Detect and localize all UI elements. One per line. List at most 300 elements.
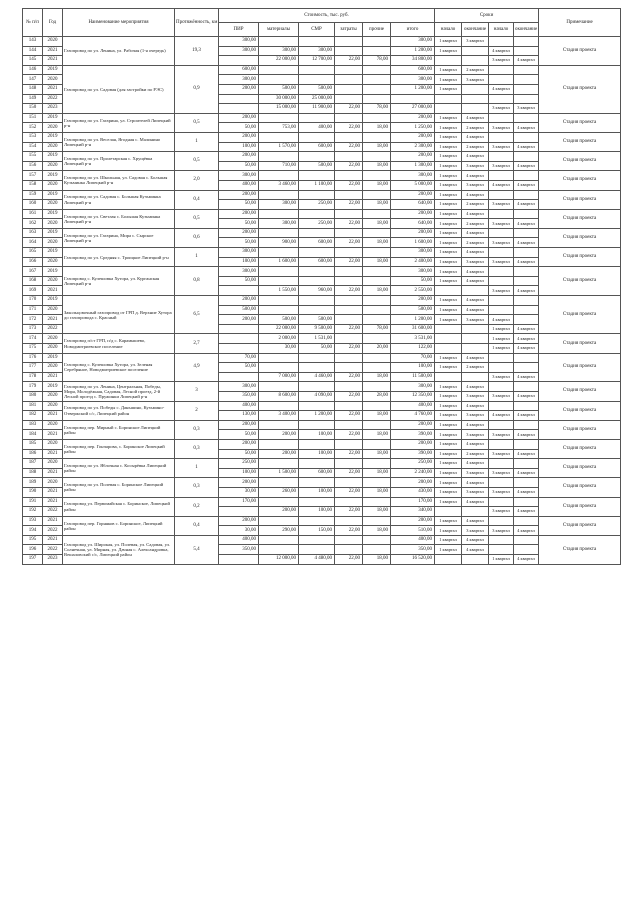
- other-cell: 18,00: [363, 123, 391, 133]
- smr-start-cell: [489, 132, 514, 142]
- row-year: 2021: [43, 430, 63, 440]
- note-cell: Стадия проекта: [539, 478, 621, 497]
- row-number: 191: [23, 497, 43, 507]
- smr-cost-cell: 300,00: [299, 46, 335, 56]
- table-row: [23, 228, 621, 238]
- pir-start-cell: 1 квартал: [435, 353, 462, 363]
- materials-cost-cell: 8 600,00: [259, 391, 299, 401]
- row-number: 158: [23, 180, 43, 190]
- row-year: 2020: [43, 276, 63, 286]
- pir-end-cell: 2 квартал: [462, 65, 489, 75]
- smr-start-cell: [489, 382, 514, 392]
- other-costs-cell: [335, 459, 363, 469]
- row-number: 160: [23, 200, 43, 210]
- smr-start-cell: 3 квартал: [489, 123, 514, 133]
- materials-cost-cell: [259, 190, 299, 200]
- smr-end-cell: [514, 267, 539, 277]
- smr-end-cell: [514, 75, 539, 85]
- smr-start-cell: 3 квартал: [489, 391, 514, 401]
- pir-end-cell: 2 квартал: [462, 200, 489, 210]
- other-cell: [363, 113, 391, 123]
- smr-end-cell: 4 квартал: [514, 324, 539, 334]
- pir-cost-cell: 200,00: [219, 113, 259, 123]
- note-cell: Стадия проекта: [539, 209, 621, 228]
- pir-end-cell: 2 квартал: [462, 123, 489, 133]
- pir-start-cell: 1 квартал: [435, 420, 462, 430]
- smr-start-cell: 4 квартал: [489, 315, 514, 325]
- row-year: 2020: [43, 478, 63, 488]
- pir-start-cell: [435, 372, 462, 382]
- smr-start-cell: 3 квартал: [489, 200, 514, 210]
- header-pir-end: окончание: [462, 23, 489, 37]
- smr-cost-cell: [299, 459, 335, 469]
- pir-end-cell: 4 квартал: [462, 276, 489, 286]
- pir-cost-cell: 170,00: [219, 497, 259, 507]
- total-cost-cell: 1 300,00: [391, 161, 435, 171]
- smr-end-cell: [514, 228, 539, 238]
- smr-cost-cell: 1 531,00: [299, 334, 335, 344]
- row-number: 176: [23, 353, 43, 363]
- pir-cost-cell: 200,00: [219, 296, 259, 306]
- materials-cost-cell: [259, 276, 299, 286]
- measure-name-cell: Газопровод с. Кулешовка Хутора, ул. Зеленая Серебряное, Новодмитриевское поселение: [63, 353, 175, 382]
- smr-start-cell: 3 квартал: [489, 257, 514, 267]
- smr-cost-cell: [299, 248, 335, 258]
- smr-cost-cell: [299, 228, 335, 238]
- pir-start-cell: 1 квартал: [435, 411, 462, 421]
- pir-start-cell: 1 квартал: [435, 238, 462, 248]
- pir-cost-cell: 350,00: [219, 391, 259, 401]
- pir-start-cell: 1 квартал: [435, 276, 462, 286]
- pir-cost-cell: [219, 56, 259, 66]
- smr-start-cell: [489, 75, 514, 85]
- pir-start-cell: 1 квартал: [435, 257, 462, 267]
- row-number: 180: [23, 391, 43, 401]
- pir-end-cell: [462, 56, 489, 66]
- materials-cost-cell: [259, 401, 299, 411]
- other-costs-cell: 22,00: [335, 344, 363, 354]
- row-year: 2021: [43, 449, 63, 459]
- row-year: 2019: [43, 267, 63, 277]
- smr-end-cell: 4 квартал: [514, 286, 539, 296]
- row-year: 2022: [43, 507, 63, 517]
- row-year: 2020: [43, 161, 63, 171]
- smr-end-cell: [514, 353, 539, 363]
- smr-start-cell: 3 квартал: [489, 286, 514, 296]
- length-cell: 5,4: [175, 535, 219, 564]
- row-year: 2020: [43, 37, 63, 47]
- smr-cost-cell: 1 200,00: [299, 411, 335, 421]
- materials-cost-cell: 22 000,00: [259, 324, 299, 334]
- other-costs-cell: 22,00: [335, 219, 363, 229]
- other-costs-cell: 22,00: [335, 142, 363, 152]
- smr-end-cell: [514, 84, 539, 94]
- note-cell: Стадия проекта: [539, 334, 621, 353]
- row-year: 2019: [43, 209, 63, 219]
- smr-end-cell: [514, 363, 539, 373]
- measure-name-cell: Закольцовочный газопровод от ГРП д. Верхние Хутора до газопровода с. Красный: [63, 296, 175, 334]
- row-year: 2021: [43, 516, 63, 526]
- measure-name-cell: Газопровод по ул. Школьная, ул. Садовая с. Большая Кузьминка Липецкий р-н: [63, 171, 175, 190]
- smr-end-cell: [514, 94, 539, 104]
- smr-end-cell: [514, 315, 539, 325]
- table-row: [23, 478, 621, 488]
- smr-end-cell: [514, 420, 539, 430]
- smr-cost-cell: [299, 363, 335, 373]
- pir-end-cell: 4 квартал: [462, 439, 489, 449]
- smr-end-cell: 4 квартал: [514, 555, 539, 565]
- pir-end-cell: 2 квартал: [462, 142, 489, 152]
- smr-start-cell: 4 квартал: [489, 84, 514, 94]
- other-cell: [363, 228, 391, 238]
- total-cost-cell: 200,00: [391, 516, 435, 526]
- pir-end-cell: 3 квартал: [462, 315, 489, 325]
- smr-cost-cell: [299, 152, 335, 162]
- smr-start-cell: 3 квартал: [489, 238, 514, 248]
- total-cost-cell: 200,00: [391, 228, 435, 238]
- pir-end-cell: 4 квартал: [462, 228, 489, 238]
- materials-cost-cell: [259, 478, 299, 488]
- pir-cost-cell: 200,00: [219, 228, 259, 238]
- pir-end-cell: 4 квартал: [462, 113, 489, 123]
- pir-start-cell: 1 квартал: [435, 545, 462, 555]
- other-costs-cell: [335, 190, 363, 200]
- smr-end-cell: 4 квартал: [514, 526, 539, 536]
- row-number: 162: [23, 219, 43, 229]
- row-number: 161: [23, 209, 43, 219]
- other-costs-cell: 22,00: [335, 526, 363, 536]
- note-cell: Стадия проекта: [539, 296, 621, 334]
- smr-cost-cell: [299, 382, 335, 392]
- pir-start-cell: 1 квартал: [435, 296, 462, 306]
- pir-cost-cell: 50,00: [219, 219, 259, 229]
- row-number: 157: [23, 171, 43, 181]
- pir-end-cell: 3 квартал: [462, 468, 489, 478]
- row-year: 2020: [43, 257, 63, 267]
- other-costs-cell: 22,00: [335, 324, 363, 334]
- pir-cost-cell: 400,00: [219, 180, 259, 190]
- pir-end-cell: 4 квартал: [462, 152, 489, 162]
- note-cell: Стадия проекта: [539, 353, 621, 382]
- row-year: 2019: [43, 152, 63, 162]
- materials-cost-cell: [259, 65, 299, 75]
- pir-cost-cell: 300,00: [219, 248, 259, 258]
- smr-end-cell: 4 квартал: [514, 487, 539, 497]
- smr-cost-cell: 250,00: [299, 200, 335, 210]
- row-year: 2022: [43, 94, 63, 104]
- pir-start-cell: 1 квартал: [435, 478, 462, 488]
- note-cell: Стадия проекта: [539, 228, 621, 247]
- pir-start-cell: [435, 324, 462, 334]
- materials-cost-cell: 3 400,00: [259, 411, 299, 421]
- total-cost-cell: 300,00: [391, 267, 435, 277]
- other-cell: [363, 305, 391, 315]
- row-year: 2020: [43, 238, 63, 248]
- other-costs-cell: 22,00: [335, 200, 363, 210]
- pir-start-cell: 1 квартал: [435, 161, 462, 171]
- row-number: 154: [23, 142, 43, 152]
- header-index: № п/п: [23, 9, 43, 37]
- pir-cost-cell: 300,00: [219, 75, 259, 85]
- materials-cost-cell: 3 460,00: [259, 180, 299, 190]
- row-number: 190: [23, 487, 43, 497]
- smr-end-cell: 4 квартал: [514, 219, 539, 229]
- row-number: 147: [23, 75, 43, 85]
- smr-cost-cell: 1 100,00: [299, 180, 335, 190]
- smr-end-cell: 4 квартал: [514, 238, 539, 248]
- pir-cost-cell: 50,00: [219, 200, 259, 210]
- pir-end-cell: 4 квартал: [462, 535, 489, 545]
- other-cell: [363, 37, 391, 47]
- pir-end-cell: 3 квартал: [462, 430, 489, 440]
- pir-end-cell: 3 квартал: [462, 257, 489, 267]
- pir-end-cell: [462, 46, 489, 56]
- other-costs-cell: 22,00: [335, 411, 363, 421]
- row-number: 189: [23, 478, 43, 488]
- pir-end-cell: 3 квартал: [462, 526, 489, 536]
- row-year: 2021: [43, 315, 63, 325]
- other-cell: [363, 276, 391, 286]
- other-costs-cell: [335, 84, 363, 94]
- note-cell: Стадия проекта: [539, 439, 621, 458]
- smr-start-cell: [489, 94, 514, 104]
- materials-cost-cell: [259, 516, 299, 526]
- materials-cost-cell: 500,00: [259, 315, 299, 325]
- total-cost-cell: 1 250,00: [391, 123, 435, 133]
- pir-cost-cell: 100,00: [219, 257, 259, 267]
- header-length: Протяжённость, км: [175, 9, 219, 37]
- other-cell: 28,00: [363, 391, 391, 401]
- other-costs-cell: 22,00: [335, 180, 363, 190]
- table-row: [23, 382, 621, 392]
- other-costs-cell: 22,00: [335, 468, 363, 478]
- smr-start-cell: [489, 535, 514, 545]
- pir-cost-cell: 600,00: [219, 65, 259, 75]
- materials-cost-cell: 1 600,00: [259, 257, 299, 267]
- table-row: [23, 248, 621, 258]
- smr-end-cell: [514, 190, 539, 200]
- smr-start-cell: 3 квартал: [489, 161, 514, 171]
- other-cell: 20,00: [363, 344, 391, 354]
- row-number: 172: [23, 315, 43, 325]
- pir-start-cell: [435, 286, 462, 296]
- total-cost-cell: 430,00: [391, 487, 435, 497]
- materials-cost-cell: [259, 363, 299, 373]
- table-row: [23, 497, 621, 507]
- header-pir-start: начало: [435, 23, 462, 37]
- other-costs-cell: 22,00: [335, 123, 363, 133]
- pir-cost-cell: 200,00: [219, 478, 259, 488]
- other-cell: 18,00: [363, 372, 391, 382]
- other-cell: [363, 152, 391, 162]
- smr-start-cell: 3 квартал: [489, 430, 514, 440]
- row-year: 2022: [43, 545, 63, 555]
- measure-name-cell: Газопровод пер. Горняков с. Боринское, Липецкий район: [63, 516, 175, 535]
- other-costs-cell: 22,00: [335, 449, 363, 459]
- pir-start-cell: 1 квартал: [435, 200, 462, 210]
- materials-cost-cell: 1 550,00: [259, 286, 299, 296]
- other-costs-cell: [335, 65, 363, 75]
- table-row: [23, 267, 621, 277]
- smr-start-cell: [489, 545, 514, 555]
- row-year: 2020: [43, 305, 63, 315]
- smr-cost-cell: 150,00: [299, 526, 335, 536]
- total-cost-cell: 122,00: [391, 344, 435, 354]
- smr-start-cell: 3 квартал: [489, 526, 514, 536]
- total-cost-cell: 50,00: [391, 276, 435, 286]
- row-year: 2019: [43, 171, 63, 181]
- note-cell: Стадия проекта: [539, 152, 621, 171]
- header-timing-group: Сроки: [435, 9, 539, 23]
- pir-start-cell: 1 квартал: [435, 305, 462, 315]
- header-other-costs: затраты: [335, 23, 363, 37]
- materials-cost-cell: [259, 37, 299, 47]
- measure-name-cell: Газопровод пер. Мирный с. Боринское Липецкий район: [63, 420, 175, 439]
- note-cell: Стадия проекта: [539, 132, 621, 151]
- total-cost-cell: 3 531,00: [391, 334, 435, 344]
- note-cell: Стадия проекта: [539, 190, 621, 209]
- smr-start-cell: [489, 363, 514, 373]
- total-cost-cell: 200,00: [391, 113, 435, 123]
- total-cost-cell: 400,00: [391, 401, 435, 411]
- smr-end-cell: [514, 516, 539, 526]
- pir-end-cell: 4 квартал: [462, 459, 489, 469]
- other-cell: [363, 516, 391, 526]
- materials-cost-cell: 710,00: [259, 161, 299, 171]
- row-number: 194: [23, 526, 43, 536]
- pir-cost-cell: 200,00: [219, 315, 259, 325]
- pir-cost-cell: 500,00: [219, 305, 259, 315]
- other-costs-cell: [335, 439, 363, 449]
- other-cell: [363, 171, 391, 181]
- row-number: 174: [23, 334, 43, 344]
- row-year: 2020: [43, 200, 63, 210]
- pir-cost-cell: 200,00: [219, 190, 259, 200]
- materials-cost-cell: 1 570,00: [259, 142, 299, 152]
- length-cell: 0,2: [175, 497, 219, 516]
- total-cost-cell: 640,00: [391, 200, 435, 210]
- measure-name-cell: Газопровод по ул. Гагарина, Мира с. Сырское Липецкий р-н: [63, 228, 175, 247]
- total-cost-cell: 170,00: [391, 497, 435, 507]
- total-cost-cell: 250,00: [391, 459, 435, 469]
- other-cell: 78,00: [363, 324, 391, 334]
- pir-cost-cell: 400,00: [219, 401, 259, 411]
- row-number: 150: [23, 104, 43, 114]
- pir-end-cell: [462, 555, 489, 565]
- row-year: 2020: [43, 459, 63, 469]
- smr-cost-cell: [299, 516, 335, 526]
- row-number: 181: [23, 401, 43, 411]
- header-other: прочие: [363, 23, 391, 37]
- smr-start-cell: 1 квартал: [489, 324, 514, 334]
- total-cost-cell: 640,00: [391, 219, 435, 229]
- row-year: 2021: [43, 535, 63, 545]
- smr-start-cell: 3 квартал: [489, 142, 514, 152]
- materials-cost-cell: 900,00: [259, 238, 299, 248]
- materials-cost-cell: [259, 296, 299, 306]
- row-year: 2019: [43, 132, 63, 142]
- total-cost-cell: 34 800,00: [391, 56, 435, 66]
- materials-cost-cell: [259, 152, 299, 162]
- smr-start-cell: [489, 497, 514, 507]
- other-costs-cell: [335, 516, 363, 526]
- length-cell: 19,3: [175, 37, 219, 66]
- other-cell: 78,00: [363, 104, 391, 114]
- other-cell: [363, 401, 391, 411]
- row-year: 2020: [43, 391, 63, 401]
- smr-start-cell: 3 квартал: [489, 487, 514, 497]
- pir-end-cell: 4 квартал: [462, 190, 489, 200]
- row-number: 145: [23, 56, 43, 66]
- length-cell: 0,4: [175, 190, 219, 209]
- document-page: [22, 8, 620, 896]
- pir-end-cell: [462, 344, 489, 354]
- smr-cost-cell: [299, 276, 335, 286]
- smr-start-cell: [489, 267, 514, 277]
- other-cell: 18,00: [363, 142, 391, 152]
- total-cost-cell: 1 200,00: [391, 315, 435, 325]
- smr-cost-cell: 4 090,00: [299, 391, 335, 401]
- other-costs-cell: [335, 75, 363, 85]
- total-cost-cell: 31 600,00: [391, 324, 435, 334]
- pir-cost-cell: 250,00: [219, 459, 259, 469]
- pir-start-cell: [435, 555, 462, 565]
- row-year: 2021: [43, 468, 63, 478]
- smr-start-cell: 3 квартал: [489, 104, 514, 114]
- table-row: [23, 439, 621, 449]
- smr-start-cell: 1 квартал: [489, 555, 514, 565]
- total-cost-cell: 340,00: [391, 507, 435, 517]
- pir-start-cell: 1 квартал: [435, 430, 462, 440]
- other-cell: [363, 535, 391, 545]
- smr-end-cell: [514, 401, 539, 411]
- smr-end-cell: 4 квартал: [514, 391, 539, 401]
- note-cell: Стадия проекта: [539, 497, 621, 516]
- row-year: 2020: [43, 401, 63, 411]
- smr-start-cell: [489, 459, 514, 469]
- materials-cost-cell: 300,00: [259, 219, 299, 229]
- pir-start-cell: 1 квартал: [435, 37, 462, 47]
- total-cost-cell: 300,00: [391, 382, 435, 392]
- smr-cost-cell: 500,00: [299, 161, 335, 171]
- pir-end-cell: 4 квартал: [462, 171, 489, 181]
- row-number: 178: [23, 372, 43, 382]
- smr-start-cell: 1 квартал: [489, 344, 514, 354]
- row-year: 2020: [43, 142, 63, 152]
- length-cell: 3: [175, 382, 219, 401]
- table-row: [23, 296, 621, 306]
- row-number: 152: [23, 123, 43, 133]
- pir-start-cell: 1 квартал: [435, 315, 462, 325]
- pir-cost-cell: 200,00: [219, 132, 259, 142]
- smr-cost-cell: 12 700,00: [299, 56, 335, 66]
- smr-end-cell: 4 квартал: [514, 142, 539, 152]
- smr-start-cell: [489, 478, 514, 488]
- pir-start-cell: 1 квартал: [435, 219, 462, 229]
- other-cell: 18,00: [363, 200, 391, 210]
- smr-cost-cell: [299, 439, 335, 449]
- other-cell: 78,00: [363, 56, 391, 66]
- other-costs-cell: [335, 535, 363, 545]
- pir-cost-cell: 300,00: [219, 46, 259, 56]
- note-cell: Стадия проекта: [539, 267, 621, 296]
- row-year: 2020: [43, 123, 63, 133]
- row-number: 170: [23, 296, 43, 306]
- total-cost-cell: 1 200,00: [391, 46, 435, 56]
- note-cell: Стадия проекта: [539, 248, 621, 267]
- row-number: 151: [23, 113, 43, 123]
- header-smr-start: начало: [489, 23, 514, 37]
